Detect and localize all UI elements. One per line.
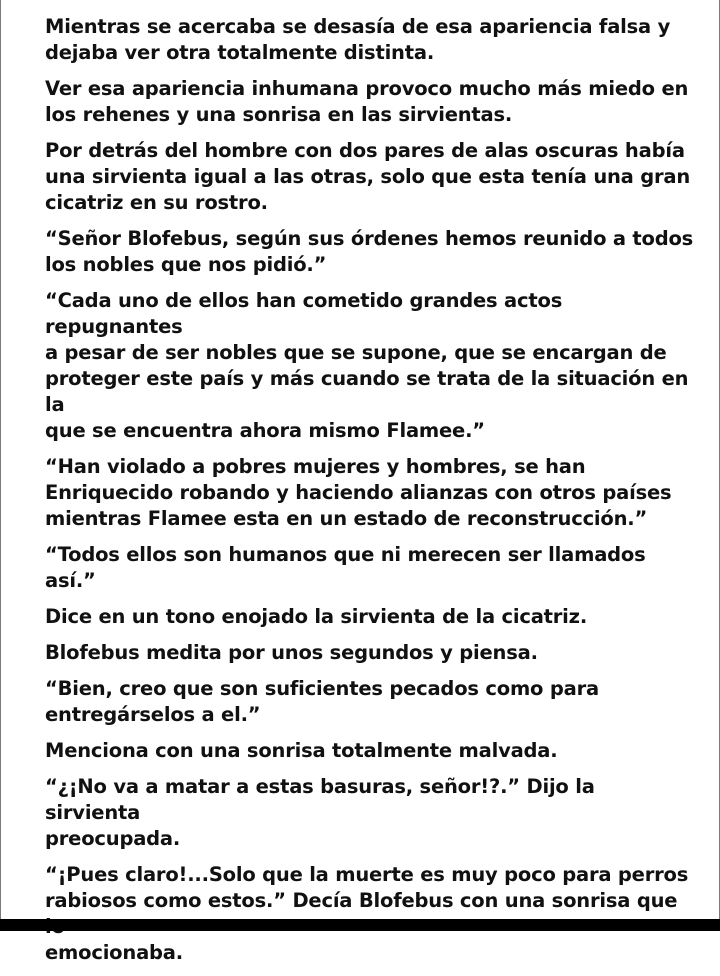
paragraph-12: “¿¡No va a matar a estas basuras, señor!?.” Dijo la sirvienta preocupada. bbox=[45, 775, 595, 850]
paragraph-1: Mientras se acercaba se desasía de esa apariencia falsa y dejaba ver otra totalmente distinta. bbox=[45, 15, 671, 64]
paragraph-7: “Todos ellos son humanos que ni merecen ser llamados así.” bbox=[45, 543, 646, 592]
paragraph-10: “Bien, creo que son suficientes pecados como para entregárselos a el.” bbox=[45, 677, 599, 726]
paragraph-9: Blofebus medita por unos segundos y piensa. bbox=[45, 641, 538, 664]
paragraph-11: Menciona con una sonrisa totalmente malvada. bbox=[45, 739, 558, 762]
paragraph-2: Ver esa apariencia inhumana provoco mucho más miedo en los rehenes y una sonrisa en las sirvientas. bbox=[45, 77, 689, 126]
paragraph-13: “¡Pues claro!...Solo que la muerte es muy poco para perros rabiosos como estos.” Decía Blofebus con una sonrisa que emocionaba. bbox=[45, 863, 689, 964]
document-body bbox=[45, 14, 695, 976]
paragraph-5: “Cada uno de ellos han cometido grandes actos repugnantes a pesar de ser nobles que se supone, que se encargan de proteger este país y más cuando se trata de la situación en la que se encuentra ahora mismo Flamee.” bbox=[45, 289, 689, 442]
paragraph-6: “Han violado a pobres mujeres y hombres, se han Enriquecido robando y haciendo alianzas con otros países mientras Flamee esta en un estado de reconstrucción.” bbox=[45, 455, 672, 530]
paragraph-8: Dice en un tono enojado la sirvienta de la cicatriz. bbox=[45, 605, 588, 628]
paragraph-4: “Señor Blofebus, según sus órdenes hemos reunido a todos los nobles que nos pidió.” bbox=[45, 227, 694, 276]
bottom-bar bbox=[0, 919, 720, 931]
paragraph-3: Por detrás del hombre con dos pares de alas oscuras había una sirvienta igual a las otras, solo que esta tenía una gran cicatriz en su rostro. bbox=[45, 139, 691, 214]
